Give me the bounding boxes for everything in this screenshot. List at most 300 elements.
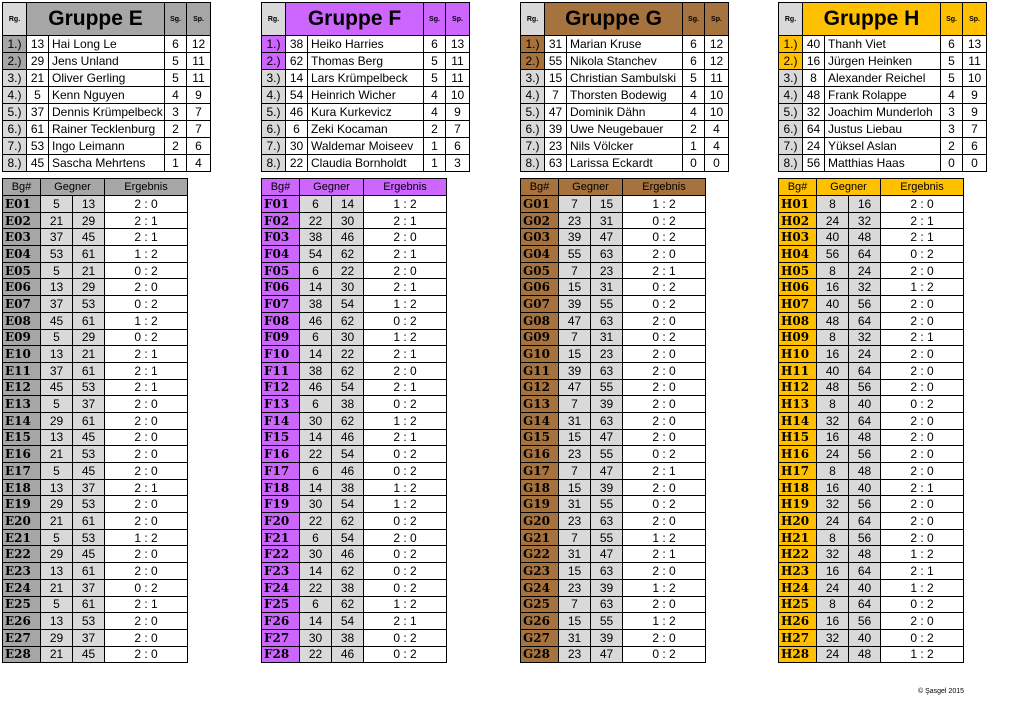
game-row bbox=[779, 546, 964, 563]
opponent-a: 15 bbox=[559, 613, 591, 630]
game-id: F13 bbox=[262, 396, 300, 413]
opponent-b: 37 bbox=[73, 629, 105, 646]
sp-value: 10 bbox=[705, 87, 729, 104]
game-row bbox=[3, 396, 188, 413]
opponent-b: 48 bbox=[849, 546, 881, 563]
opponent-b: 32 bbox=[849, 212, 881, 229]
game-row bbox=[3, 513, 188, 530]
rank-header: Rg. bbox=[262, 3, 286, 36]
games-header-row bbox=[521, 179, 706, 196]
player-number: 22 bbox=[286, 155, 308, 172]
standings-header-row bbox=[779, 3, 1027, 36]
game-result: 2 : 0 bbox=[105, 646, 188, 663]
opponent-b: 54 bbox=[332, 496, 364, 513]
opponent-a: 8 bbox=[817, 262, 849, 279]
player-number: 37 bbox=[27, 104, 49, 121]
player-number: 6 bbox=[286, 121, 308, 138]
game-id: F22 bbox=[262, 546, 300, 563]
game-row bbox=[521, 479, 706, 496]
opponent-a: 15 bbox=[559, 429, 591, 446]
opponent-b: 23 bbox=[591, 262, 623, 279]
group-title: Gruppe H bbox=[803, 3, 941, 36]
player-name: Thorsten Bodewig bbox=[567, 87, 683, 104]
game-result: 0 : 2 bbox=[623, 296, 706, 313]
game-id: G27 bbox=[521, 629, 559, 646]
game-result: 1 : 2 bbox=[105, 312, 188, 329]
sp-value: 4 bbox=[705, 121, 729, 138]
standings-row bbox=[262, 70, 510, 87]
game-row bbox=[521, 429, 706, 446]
opponent-b: 47 bbox=[591, 546, 623, 563]
opponent-b: 64 bbox=[849, 513, 881, 530]
sg-value: 5 bbox=[683, 70, 705, 87]
game-row bbox=[521, 262, 706, 279]
opponent-a: 15 bbox=[559, 279, 591, 296]
game-result: 1 : 2 bbox=[623, 613, 706, 630]
game-result: 1 : 2 bbox=[881, 546, 964, 563]
game-row bbox=[262, 613, 447, 630]
game-result: 2 : 0 bbox=[881, 529, 964, 546]
game-row bbox=[521, 546, 706, 563]
game-id: G03 bbox=[521, 229, 559, 246]
game-result: 2 : 0 bbox=[364, 529, 447, 546]
game-id: H09 bbox=[779, 329, 817, 346]
game-result: 2 : 1 bbox=[881, 479, 964, 496]
game-result: 2 : 0 bbox=[881, 412, 964, 429]
standings-row bbox=[521, 155, 769, 172]
opponent-b: 53 bbox=[73, 446, 105, 463]
game-id: E09 bbox=[3, 329, 41, 346]
game-result: 2 : 0 bbox=[623, 379, 706, 396]
opponent-a: 22 bbox=[300, 579, 332, 596]
rank-cell: 7.) bbox=[262, 138, 286, 155]
game-result: 2 : 0 bbox=[881, 613, 964, 630]
opponent-a: 7 bbox=[559, 396, 591, 413]
game-result: 1 : 2 bbox=[623, 196, 706, 213]
game-result: 0 : 2 bbox=[623, 329, 706, 346]
sg-value: 5 bbox=[424, 70, 446, 87]
game-id: G06 bbox=[521, 279, 559, 296]
opponent-b: 56 bbox=[849, 529, 881, 546]
opponent-a: 30 bbox=[300, 412, 332, 429]
game-row bbox=[521, 496, 706, 513]
standings-row bbox=[779, 121, 1027, 138]
game-row bbox=[521, 279, 706, 296]
group-g-panel bbox=[520, 2, 768, 663]
opponent-b: 62 bbox=[332, 563, 364, 580]
opponent-b: 30 bbox=[332, 329, 364, 346]
game-result: 2 : 1 bbox=[105, 362, 188, 379]
opponent-b: 63 bbox=[591, 596, 623, 613]
rank-cell: 5.) bbox=[262, 104, 286, 121]
game-result: 2 : 0 bbox=[105, 629, 188, 646]
game-row bbox=[262, 296, 447, 313]
rank-cell: 5.) bbox=[521, 104, 545, 121]
opponent-a: 5 bbox=[41, 329, 73, 346]
player-name: Joachim Munderloh bbox=[825, 104, 941, 121]
game-id: F23 bbox=[262, 563, 300, 580]
sg-value: 1 bbox=[424, 155, 446, 172]
game-result: 0 : 2 bbox=[623, 229, 706, 246]
game-result: 1 : 2 bbox=[364, 479, 447, 496]
game-result: 1 : 2 bbox=[881, 579, 964, 596]
game-result: 2 : 1 bbox=[105, 346, 188, 363]
opponent-b: 56 bbox=[849, 613, 881, 630]
opponent-a: 53 bbox=[41, 246, 73, 263]
game-result: 2 : 0 bbox=[881, 463, 964, 480]
ergebnis-header: Ergebnis bbox=[105, 179, 188, 196]
opponent-a: 5 bbox=[41, 463, 73, 480]
game-row bbox=[262, 446, 447, 463]
opponent-a: 56 bbox=[817, 246, 849, 263]
opponent-a: 22 bbox=[300, 513, 332, 530]
opponent-b: 55 bbox=[591, 296, 623, 313]
game-id: H20 bbox=[779, 513, 817, 530]
game-id: H28 bbox=[779, 646, 817, 663]
sg-value: 6 bbox=[683, 53, 705, 70]
opponent-a: 16 bbox=[817, 429, 849, 446]
player-number: 56 bbox=[803, 155, 825, 172]
game-id: F10 bbox=[262, 346, 300, 363]
standings-row bbox=[3, 121, 251, 138]
opponent-b: 45 bbox=[73, 429, 105, 446]
opponent-a: 40 bbox=[817, 296, 849, 313]
game-row bbox=[521, 229, 706, 246]
sp-value: 11 bbox=[963, 53, 987, 70]
player-number: 13 bbox=[27, 36, 49, 53]
game-result: 2 : 0 bbox=[105, 446, 188, 463]
game-id: E15 bbox=[3, 429, 41, 446]
standings-row bbox=[262, 104, 510, 121]
opponent-a: 5 bbox=[41, 596, 73, 613]
game-row bbox=[3, 579, 188, 596]
game-id: G22 bbox=[521, 546, 559, 563]
opponent-b: 64 bbox=[849, 563, 881, 580]
sp-value: 11 bbox=[187, 53, 211, 70]
game-id: F28 bbox=[262, 646, 300, 663]
sp-header: Sp. bbox=[963, 3, 987, 36]
game-result: 2 : 1 bbox=[105, 212, 188, 229]
game-row bbox=[521, 296, 706, 313]
game-row bbox=[262, 629, 447, 646]
rank-cell: 4.) bbox=[779, 87, 803, 104]
opponent-b: 63 bbox=[591, 246, 623, 263]
opponent-b: 24 bbox=[849, 262, 881, 279]
game-result: 1 : 2 bbox=[105, 529, 188, 546]
game-result: 0 : 2 bbox=[364, 546, 447, 563]
rank-cell: 2.) bbox=[262, 53, 286, 70]
game-id: F02 bbox=[262, 212, 300, 229]
standings-row bbox=[779, 53, 1027, 70]
player-number: 23 bbox=[545, 138, 567, 155]
game-result: 2 : 0 bbox=[364, 262, 447, 279]
sp-value: 10 bbox=[963, 70, 987, 87]
game-row bbox=[779, 479, 964, 496]
game-row bbox=[262, 379, 447, 396]
game-result: 2 : 0 bbox=[623, 396, 706, 413]
game-result: 2 : 0 bbox=[623, 429, 706, 446]
player-name: Heiko Harries bbox=[308, 36, 424, 53]
game-row bbox=[262, 412, 447, 429]
sp-value: 13 bbox=[446, 36, 470, 53]
game-result: 2 : 1 bbox=[623, 262, 706, 279]
standings-row bbox=[521, 138, 769, 155]
game-result: 2 : 1 bbox=[364, 429, 447, 446]
game-id: E14 bbox=[3, 412, 41, 429]
player-number: 30 bbox=[286, 138, 308, 155]
opponent-a: 24 bbox=[817, 446, 849, 463]
game-result: 2 : 1 bbox=[364, 613, 447, 630]
player-name: Justus Liebau bbox=[825, 121, 941, 138]
opponent-a: 14 bbox=[300, 279, 332, 296]
opponent-a: 16 bbox=[817, 563, 849, 580]
game-result: 0 : 2 bbox=[364, 629, 447, 646]
standings-row bbox=[779, 104, 1027, 121]
sp-header: Sp. bbox=[187, 3, 211, 36]
game-result: 2 : 0 bbox=[623, 362, 706, 379]
game-row bbox=[3, 379, 188, 396]
game-result: 2 : 1 bbox=[364, 212, 447, 229]
player-number: 46 bbox=[286, 104, 308, 121]
opponent-b: 47 bbox=[591, 229, 623, 246]
opponent-a: 37 bbox=[41, 229, 73, 246]
game-row bbox=[521, 346, 706, 363]
opponent-a: 21 bbox=[41, 212, 73, 229]
game-id: G04 bbox=[521, 246, 559, 263]
game-id: E11 bbox=[3, 362, 41, 379]
game-row bbox=[521, 246, 706, 263]
game-id: H24 bbox=[779, 579, 817, 596]
opponent-a: 31 bbox=[559, 546, 591, 563]
sg-value: 4 bbox=[683, 104, 705, 121]
rank-header: Rg. bbox=[521, 3, 545, 36]
game-id: G05 bbox=[521, 262, 559, 279]
opponent-b: 30 bbox=[332, 279, 364, 296]
opponent-a: 6 bbox=[300, 463, 332, 480]
opponent-a: 30 bbox=[300, 496, 332, 513]
game-row bbox=[3, 563, 188, 580]
player-number: 14 bbox=[286, 70, 308, 87]
rank-cell: 1.) bbox=[3, 36, 27, 53]
standings-row bbox=[3, 36, 251, 53]
group-title: Gruppe F bbox=[286, 3, 424, 36]
game-row bbox=[3, 229, 188, 246]
opponent-b: 55 bbox=[591, 496, 623, 513]
opponent-a: 31 bbox=[559, 496, 591, 513]
rank-cell: 1.) bbox=[779, 36, 803, 53]
game-id: F03 bbox=[262, 229, 300, 246]
game-row bbox=[262, 262, 447, 279]
game-id: G13 bbox=[521, 396, 559, 413]
opponent-a: 37 bbox=[41, 296, 73, 313]
opponent-a: 5 bbox=[41, 396, 73, 413]
player-name: Sascha Mehrtens bbox=[49, 155, 165, 172]
game-result: 2 : 0 bbox=[881, 296, 964, 313]
game-row bbox=[521, 329, 706, 346]
opponent-a: 6 bbox=[300, 329, 332, 346]
game-row bbox=[262, 563, 447, 580]
rank-cell: 3.) bbox=[521, 70, 545, 87]
standings-row bbox=[779, 155, 1027, 172]
group-h-panel bbox=[778, 2, 1026, 663]
sp-value: 11 bbox=[705, 70, 729, 87]
opponent-b: 46 bbox=[332, 463, 364, 480]
opponent-a: 7 bbox=[559, 463, 591, 480]
game-row bbox=[262, 546, 447, 563]
player-number: 48 bbox=[803, 87, 825, 104]
game-id: E04 bbox=[3, 246, 41, 263]
rank-cell: 5.) bbox=[779, 104, 803, 121]
game-result: 2 : 0 bbox=[105, 613, 188, 630]
opponent-b: 64 bbox=[849, 412, 881, 429]
opponent-b: 62 bbox=[332, 246, 364, 263]
game-row bbox=[3, 196, 188, 213]
opponent-b: 62 bbox=[332, 513, 364, 530]
game-result: 2 : 0 bbox=[623, 563, 706, 580]
opponent-b: 14 bbox=[332, 196, 364, 213]
standings-row bbox=[3, 87, 251, 104]
game-id: G15 bbox=[521, 429, 559, 446]
opponent-a: 47 bbox=[559, 379, 591, 396]
game-result: 0 : 2 bbox=[364, 513, 447, 530]
opponent-a: 48 bbox=[817, 379, 849, 396]
game-row bbox=[779, 563, 964, 580]
game-id: E25 bbox=[3, 596, 41, 613]
opponent-a: 13 bbox=[41, 563, 73, 580]
game-id: F25 bbox=[262, 596, 300, 613]
opponent-a: 31 bbox=[559, 412, 591, 429]
standings-row bbox=[3, 104, 251, 121]
game-result: 1 : 2 bbox=[105, 246, 188, 263]
rank-cell: 8.) bbox=[779, 155, 803, 172]
game-row bbox=[779, 463, 964, 480]
opponent-b: 64 bbox=[849, 246, 881, 263]
sp-value: 6 bbox=[963, 138, 987, 155]
sp-value: 12 bbox=[187, 36, 211, 53]
game-result: 2 : 0 bbox=[623, 513, 706, 530]
game-id: H03 bbox=[779, 229, 817, 246]
game-id: E16 bbox=[3, 446, 41, 463]
game-row bbox=[779, 596, 964, 613]
game-result: 1 : 2 bbox=[623, 529, 706, 546]
game-row bbox=[262, 496, 447, 513]
opponent-a: 15 bbox=[559, 346, 591, 363]
player-name: Uwe Neugebauer bbox=[567, 121, 683, 138]
game-row bbox=[3, 446, 188, 463]
player-number: 47 bbox=[545, 104, 567, 121]
game-result: 0 : 2 bbox=[364, 563, 447, 580]
game-row bbox=[262, 479, 447, 496]
opponent-a: 7 bbox=[559, 196, 591, 213]
game-row bbox=[521, 212, 706, 229]
rank-cell: 7.) bbox=[779, 138, 803, 155]
opponent-b: 37 bbox=[73, 579, 105, 596]
opponent-a: 6 bbox=[300, 396, 332, 413]
game-row bbox=[779, 513, 964, 530]
game-id: E20 bbox=[3, 513, 41, 530]
games-table bbox=[261, 178, 447, 663]
game-result: 1 : 2 bbox=[364, 596, 447, 613]
sg-value: 6 bbox=[424, 36, 446, 53]
game-row bbox=[262, 312, 447, 329]
rank-cell: 7.) bbox=[3, 138, 27, 155]
opponent-b: 54 bbox=[332, 529, 364, 546]
player-name: Christian Sambulski bbox=[567, 70, 683, 87]
game-id: G11 bbox=[521, 362, 559, 379]
opponent-a: 16 bbox=[817, 346, 849, 363]
game-result: 0 : 2 bbox=[105, 579, 188, 596]
sg-value: 4 bbox=[424, 104, 446, 121]
player-number: 45 bbox=[27, 155, 49, 172]
standings-table bbox=[2, 2, 251, 172]
game-id: G17 bbox=[521, 463, 559, 480]
game-row bbox=[779, 396, 964, 413]
game-result: 2 : 1 bbox=[105, 596, 188, 613]
opponent-b: 30 bbox=[332, 212, 364, 229]
opponent-b: 54 bbox=[332, 613, 364, 630]
game-id: H16 bbox=[779, 446, 817, 463]
opponent-a: 8 bbox=[817, 196, 849, 213]
game-row bbox=[521, 362, 706, 379]
opponent-a: 6 bbox=[300, 196, 332, 213]
opponent-b: 64 bbox=[849, 362, 881, 379]
sg-value: 5 bbox=[424, 53, 446, 70]
game-row bbox=[779, 262, 964, 279]
game-id: F17 bbox=[262, 463, 300, 480]
game-row bbox=[779, 646, 964, 663]
rank-cell: 4.) bbox=[521, 87, 545, 104]
opponent-a: 29 bbox=[41, 546, 73, 563]
player-number: 32 bbox=[803, 104, 825, 121]
opponent-a: 39 bbox=[559, 296, 591, 313]
game-result: 2 : 1 bbox=[105, 229, 188, 246]
game-row bbox=[262, 196, 447, 213]
game-row bbox=[262, 246, 447, 263]
game-result: 2 : 0 bbox=[105, 412, 188, 429]
opponent-b: 40 bbox=[849, 479, 881, 496]
opponent-a: 32 bbox=[817, 546, 849, 563]
game-id: G26 bbox=[521, 613, 559, 630]
sp-header: Sp. bbox=[446, 3, 470, 36]
opponent-b: 13 bbox=[73, 196, 105, 213]
opponent-b: 48 bbox=[849, 429, 881, 446]
game-row bbox=[779, 212, 964, 229]
opponent-a: 38 bbox=[300, 362, 332, 379]
game-row bbox=[3, 212, 188, 229]
player-name: Thanh Viet bbox=[825, 36, 941, 53]
opponent-b: 38 bbox=[332, 479, 364, 496]
standings-row bbox=[521, 87, 769, 104]
game-id: E07 bbox=[3, 296, 41, 313]
game-result: 2 : 0 bbox=[623, 596, 706, 613]
standings-row bbox=[262, 53, 510, 70]
game-row bbox=[262, 229, 447, 246]
bg-header: Bg# bbox=[3, 179, 41, 196]
game-result: 0 : 2 bbox=[881, 629, 964, 646]
ergebnis-header: Ergebnis bbox=[881, 179, 964, 196]
player-number: 31 bbox=[545, 36, 567, 53]
opponent-b: 23 bbox=[591, 346, 623, 363]
sg-value: 1 bbox=[424, 138, 446, 155]
opponent-a: 6 bbox=[300, 529, 332, 546]
game-row bbox=[262, 212, 447, 229]
opponent-a: 5 bbox=[41, 196, 73, 213]
sp-value: 13 bbox=[963, 36, 987, 53]
opponent-b: 61 bbox=[73, 412, 105, 429]
opponent-a: 23 bbox=[559, 579, 591, 596]
opponent-b: 22 bbox=[332, 262, 364, 279]
opponent-b: 62 bbox=[332, 312, 364, 329]
